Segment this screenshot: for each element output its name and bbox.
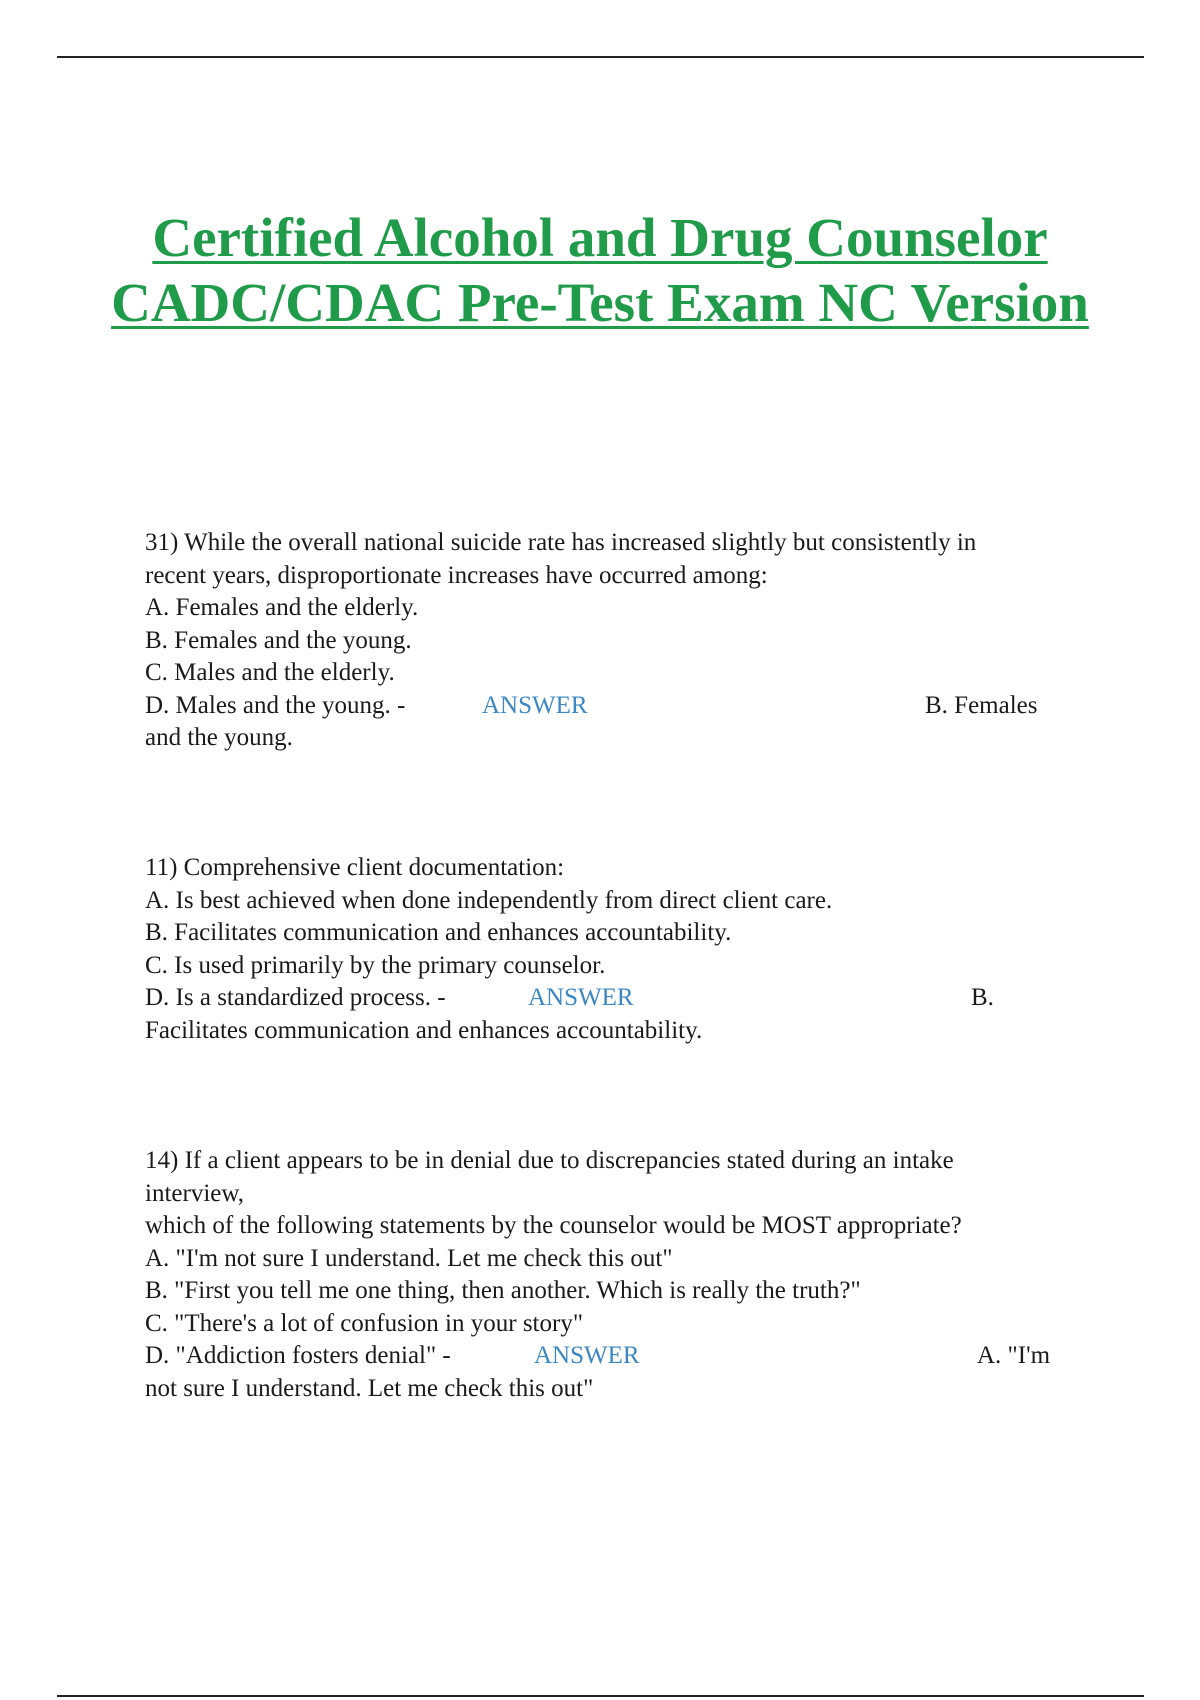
answer-text-continued: Facilitates communication and enhances accountability. bbox=[145, 1016, 703, 1044]
option-a: A. Is best achieved when done independently from direct client care. bbox=[145, 886, 833, 914]
question-stem: which of the following statements by the counselor would be MOST appropriate? bbox=[145, 1212, 962, 1239]
option-d: D. Males and the young. - bbox=[145, 691, 406, 719]
answer-text: B. bbox=[971, 984, 994, 1011]
top-rule bbox=[57, 56, 1144, 58]
option-c: C. "There's a lot of confusion in your story" bbox=[145, 1309, 584, 1337]
option-a: A. Females and the elderly. bbox=[145, 594, 419, 621]
answer-text: A. "I'm bbox=[977, 1342, 1051, 1369]
bottom-rule bbox=[57, 1695, 1144, 1697]
option-d: D. Is a standardized process. - bbox=[145, 984, 446, 1011]
question-stem: 14) If a client appears to be in denial due to discrepancies stated during an intake bbox=[145, 1147, 954, 1174]
option-b: B. "First you tell me one thing, then another. Which is really the truth?" bbox=[145, 1277, 861, 1304]
option-c: C. Males and the elderly. bbox=[145, 659, 395, 686]
question-stem: 11) Comprehensive client documentation: bbox=[145, 854, 565, 881]
option-c: C. Is used primarily by the primary counselor. bbox=[145, 951, 606, 979]
question-stem: 31) While the overall national suicide rate has increased slightly but consistently in bbox=[145, 529, 977, 556]
answer-text: B. Females bbox=[925, 691, 1038, 719]
answer-label: ANSWER bbox=[482, 691, 588, 719]
option-d: D. "Addiction fosters denial" - bbox=[145, 1342, 451, 1369]
option-b: B. Facilitates communication and enhances accountability. bbox=[145, 919, 732, 946]
option-b: B. Females and the young. bbox=[145, 626, 412, 654]
question-stem: recent years, disproportionate increases have occurred among: bbox=[145, 561, 768, 589]
question-block bbox=[145, 1145, 1105, 1405]
answer-line bbox=[145, 690, 1105, 723]
answer-text-continued: and the young. bbox=[145, 724, 293, 751]
page-title: Certified Alcohol and Drug Counselor CADC/CDAC Pre-Test Exam NC Version bbox=[111, 207, 1089, 333]
answer-label: ANSWER bbox=[534, 1342, 640, 1369]
answer-line bbox=[145, 982, 1105, 1015]
question-block bbox=[145, 852, 1105, 1047]
answer-label: ANSWER bbox=[528, 984, 634, 1011]
question-block bbox=[145, 527, 1105, 755]
question-stem: interview, bbox=[145, 1179, 245, 1207]
answer-text-continued: not sure I understand. Let me check this out" bbox=[145, 1374, 594, 1402]
answer-line bbox=[145, 1340, 1105, 1373]
option-a: A. "I'm not sure I understand. Let me check this out" bbox=[145, 1244, 673, 1272]
